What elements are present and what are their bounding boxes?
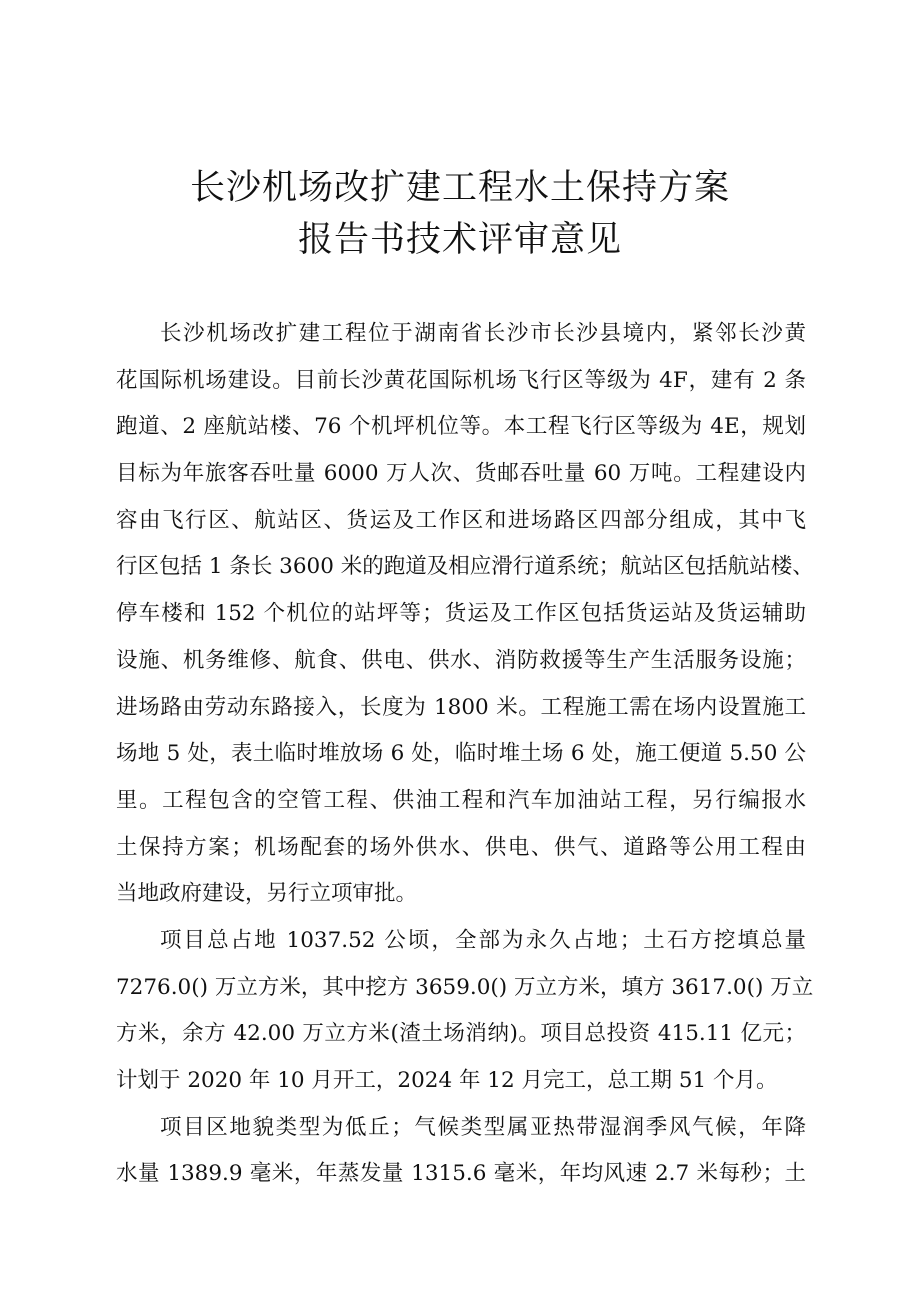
- paragraph-line: 设施、机务维修、航食、供电、供水、消防救援等生产生活服务设施；: [116, 647, 806, 673]
- paragraph-line: 计划于 2020 年 10 月开工，2024 年 12 月完工，总工期 51 个月。: [116, 1068, 778, 1093]
- paragraph-line: 方米，余方 42.00 万立方米(渣土场消纳)。项目总投资 415.11 亿元；: [116, 1021, 806, 1047]
- paragraph-project-overview: [116, 311, 814, 918]
- paragraph-line: 场地 5 处，表土临时堆放场 6 处，临时堆土场 6 处，施工便道 5.50 公: [116, 741, 806, 767]
- document-title-line-1: 长沙机场改扩建工程水土保持方案: [189, 168, 730, 208]
- paragraph-line: 土保持方案；机场配套的场外供水、供电、供气、道路等公用工程由: [116, 834, 806, 860]
- paragraph-line: 行区包括 1 条长 3600 米的跑道及相应滑行道系统；航站区包括航站楼、: [116, 554, 814, 580]
- paragraph-line: 当地政府建设，另行立项审批。: [116, 881, 418, 907]
- paragraph-line: 跑道、2 座航站楼、76 个机坪机位等。本工程飞行区等级为 4E，规划: [116, 414, 806, 440]
- paragraph-line: 容由飞行区、航站区、货运及工作区和进场路区四部分组成，其中飞: [116, 507, 806, 533]
- paragraph-line: 项目总占地 1037.52 公顷，全部为永久占地；土石方挖填总量: [160, 927, 806, 953]
- document-body: [116, 311, 814, 1198]
- paragraph-line: 7276.0() 万立方米，其中挖方 3659.0() 万立方米，填方 3617.0() 万立: [116, 974, 814, 1000]
- paragraph-line: 里。工程包含的空管工程、供油工程和汽车加油站工程，另行编报水: [116, 787, 806, 813]
- paragraph-line: 目标为年旅客吞吐量 6000 万人次、货邮吞吐量 60 万吨。工程建设内: [116, 461, 806, 487]
- paragraph-line: 长沙机场改扩建工程位于湖南省长沙市长沙县境内，紧邻长沙黄: [160, 321, 806, 346]
- document-title-line-2: 报告书技术评审意见: [297, 220, 622, 260]
- paragraph-line: 水量 1389.9 毫米，年蒸发量 1315.6 毫米，年均风速 2.7 米每秒；土: [116, 1161, 806, 1187]
- paragraph-line: 花国际机场建设。目前长沙黄花国际机场飞行区等级为 4F，建有 2 条: [116, 367, 806, 393]
- paragraph-line: 停车楼和 152 个机位的站坪等；货运及工作区包括货运站及货运辅助: [116, 601, 806, 627]
- paragraph-line: 进场路由劳动东路接入，长度为 1800 米。工程施工需在场内设置施工: [116, 694, 806, 720]
- paragraph-land-and-earthwork: [116, 918, 814, 1105]
- paragraph-line: 项目区地貌类型为低丘；气候类型属亚热带湿润季风气候，年降: [160, 1114, 806, 1140]
- paragraph-terrain-climate: [116, 1105, 806, 1198]
